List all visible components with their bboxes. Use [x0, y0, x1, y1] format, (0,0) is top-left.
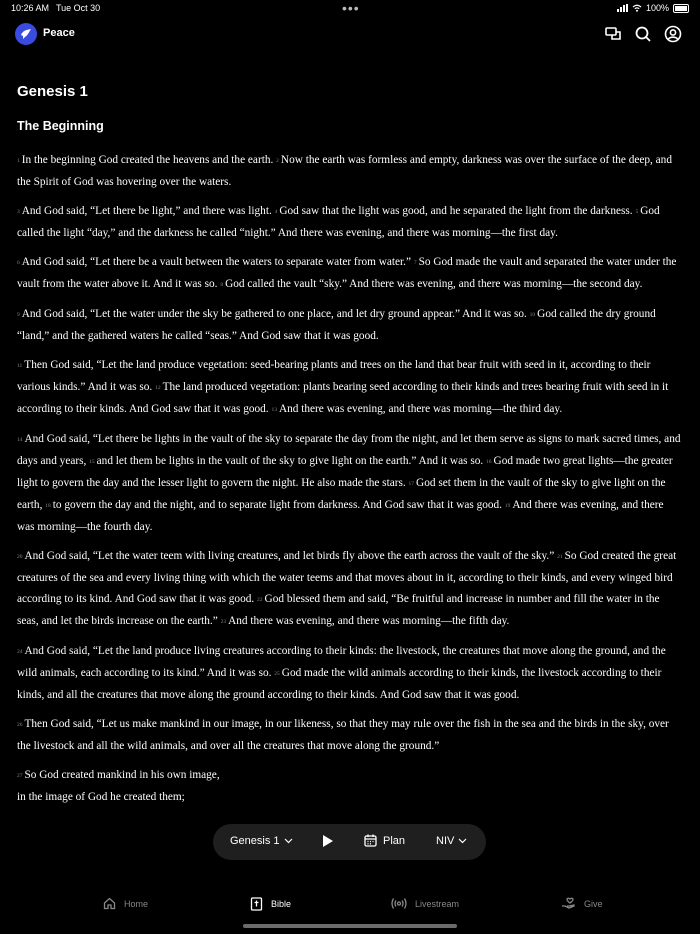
verse-paragraph	[17, 546, 683, 633]
chat-icon[interactable]	[604, 25, 622, 43]
book-chapter-selector[interactable]	[230, 835, 293, 847]
verse-text[interactable]: God blessed them and said, “Be fruitful and increase in number and fill the water in the seas, and let the birds increase on the earth.”	[17, 593, 660, 627]
tab-home[interactable]	[103, 897, 148, 910]
bible-content	[17, 76, 683, 808]
verse-number[interactable]: 4	[274, 209, 278, 215]
verse-number[interactable]: 12	[155, 385, 161, 391]
app-name: Peace	[43, 27, 75, 39]
tab-bible[interactable]	[250, 897, 291, 911]
version-label: NIV	[436, 835, 455, 847]
calendar-icon	[364, 834, 377, 847]
verse-number[interactable]: 27	[17, 773, 23, 779]
verse-number[interactable]: 3	[17, 209, 20, 215]
verse-text[interactable]: Then God said, “Let the land produce vegetation: seed-bearing plants and trees on the land that bear fruit with seed in it, according to their various kinds.” And it was so.	[17, 359, 651, 393]
verse-number[interactable]: 7	[413, 260, 417, 266]
plan-button[interactable]	[364, 834, 405, 847]
verse-text[interactable]: And God said, “Let the water teem with living creatures, and let birds fly above the earth across the vault of the sky.”	[24, 550, 555, 562]
verse-paragraph	[17, 252, 683, 296]
verse-number[interactable]: 10	[529, 312, 536, 318]
chevron-down-icon	[458, 838, 467, 844]
poem-line[interactable]: in the image of God he created them;	[17, 791, 185, 803]
status-date: Tue Oct 30	[56, 3, 101, 13]
verse-number[interactable]: 13	[271, 407, 277, 413]
verse-text[interactable]: And God said, “Let the land produce living creatures according to their kinds: the livestock, the creatures that move along the ground, and the wild animals, each according to its kind.” And it was so.	[17, 645, 666, 679]
livestream-icon	[391, 897, 407, 910]
verse-text[interactable]: Then God said, “Let us make mankind in our image, in our likeness, so that they may rule over the fish in the sea and the birds in the sky, over the livestock and all the wild animals, and over all the creatures that move along the ground.”	[17, 718, 669, 752]
verse-text[interactable]: God made the wild animals according to their kinds, the livestock according to their kinds, and all the creatures that move along the ground according to their kinds. And God saw that it was good.	[17, 667, 662, 701]
verse-paragraph	[17, 641, 683, 706]
tab-give[interactable]	[561, 897, 603, 911]
version-selector[interactable]	[436, 835, 467, 847]
verse-text[interactable]: And there was evening, and there was morning—the fourth day.	[17, 499, 664, 533]
verse-number[interactable]: 6	[17, 260, 20, 266]
tab-bar	[0, 897, 700, 919]
verse-number[interactable]: 25	[274, 671, 280, 677]
poem-paragraph	[17, 765, 683, 808]
verse-paragraph	[17, 201, 683, 244]
verse-number[interactable]: 8	[220, 282, 224, 288]
verse-text[interactable]: So God created the great creatures of the sea and every living thing with which the water teems and that moves about in it, according to their kinds, and every winged bird according to its kind. And God saw that it was good.	[17, 550, 677, 605]
verse-number[interactable]: 16	[486, 459, 492, 465]
book-chapter-label: Genesis 1	[230, 835, 280, 847]
verse-number[interactable]: 23	[220, 619, 227, 625]
home-icon	[103, 897, 116, 910]
verse-text[interactable]: and let them be lights in the vault of the sky to give light on the earth.” And it was so.	[96, 455, 484, 467]
verse-text[interactable]: And God said, “Let the water under the sky be gathered to one place, and let dry ground appear.” And it was so.	[21, 308, 527, 320]
tab-give-label: Give	[584, 899, 603, 909]
section-heading: The Beginning	[17, 119, 104, 133]
verse-paragraph	[17, 150, 683, 193]
verse-number[interactable]: 2	[276, 158, 279, 164]
verse-text[interactable]: And there was evening, and there was morning—the third day.	[278, 403, 563, 415]
verse-text[interactable]: And God said, “Let there be light,” and there was light.	[21, 205, 272, 217]
tab-livestream[interactable]	[391, 897, 459, 910]
verse-text[interactable]: And there was evening, and there was morning—the fifth day.	[228, 615, 510, 627]
verse-number[interactable]: 11	[17, 363, 23, 369]
status-bar	[0, 0, 700, 18]
verse-paragraph	[17, 304, 683, 347]
plan-label: Plan	[383, 834, 406, 847]
tab-bible-label: Bible	[271, 899, 292, 909]
poem-line[interactable]: So God created mankind in his own image,	[24, 769, 220, 781]
give-icon	[561, 897, 576, 911]
verse-text[interactable]: God called the vault “sky.” And there was evening, and there was morning—the second day.	[225, 278, 643, 290]
verse-number[interactable]: 19	[504, 503, 511, 509]
verse-number[interactable]: 24	[17, 649, 23, 655]
account-icon[interactable]	[664, 25, 682, 43]
battery-icon	[673, 4, 689, 13]
verse-text[interactable]: God set them in the vault of the sky to give light on the earth,	[17, 477, 666, 511]
verse-text[interactable]: In the beginning God created the heavens and the earth.	[21, 154, 274, 166]
verse-paragraph	[17, 355, 683, 421]
verse-paragraphs	[17, 150, 683, 757]
verse-number[interactable]: 14	[17, 437, 23, 443]
verse-number[interactable]: 20	[17, 554, 23, 560]
cellular-signal-icon	[617, 4, 628, 12]
home-indicator[interactable]	[243, 924, 457, 928]
app-logo-dove-icon[interactable]	[15, 23, 37, 45]
bible-icon	[250, 897, 263, 911]
verse-paragraph	[17, 714, 683, 757]
app-header	[0, 22, 700, 48]
play-button[interactable]	[322, 834, 334, 851]
chapter-player-bar	[213, 824, 486, 860]
verse-text[interactable]: God called the light “day,” and the darkness he called “night.” And there was evening, and there was morning—the first day.	[17, 205, 660, 239]
verse-number[interactable]: 26	[17, 722, 23, 728]
multitasking-dots-icon[interactable]: •••	[342, 0, 360, 16]
verse-number[interactable]: 5	[635, 209, 639, 215]
chevron-down-icon	[284, 838, 293, 844]
verse-text[interactable]: And God said, “Let there be a vault between the waters to separate water from water.”	[21, 256, 412, 268]
verse-number[interactable]: 1	[17, 158, 20, 164]
verse-number[interactable]: 17	[408, 481, 415, 487]
tab-livestream-label: Livestream	[415, 898, 460, 909]
search-icon[interactable]	[634, 25, 652, 43]
verse-text[interactable]: And God said, “Let there be lights in the vault of the sky to separate the day from the night, and let them serve as signs to mark sacred times, and days and years,	[17, 433, 681, 467]
verse-text[interactable]: Now the earth was formless and empty, darkness was over the surface of the deep, and the Spirit of God was hovering over the waters.	[17, 154, 672, 188]
play-icon	[322, 834, 334, 848]
verse-number[interactable]: 21	[557, 554, 563, 560]
verse-text[interactable]: to govern the day and the night, and to separate light from darkness. And God saw that it was good.	[52, 499, 503, 511]
verse-paragraph	[17, 429, 683, 538]
verse-number[interactable]: 18	[45, 503, 51, 509]
status-time: 10:26 AM	[11, 3, 50, 13]
verse-text[interactable]: God called the dry ground “land,” and the gathered waters he called “seas.” And God saw that it was good.	[17, 308, 656, 342]
tab-home-label: Home	[124, 898, 149, 909]
verse-text[interactable]: God made two great lights—the greater light to govern the day and the lesser light to govern the night. He also made the stars.	[17, 455, 673, 489]
verse-number[interactable]: 15	[89, 459, 95, 465]
verse-text[interactable]: So God made the vault and separated the water under the vault from the water above it. And it was so.	[17, 256, 677, 290]
verse-text[interactable]: The land produced vegetation: plants bearing seed according to their kinds and trees bearing fruit with seed in it according to their kinds. And God saw that it was good.	[17, 381, 669, 415]
chapter-title: Genesis 1	[17, 83, 88, 100]
battery-percent: 100%	[645, 3, 669, 13]
wifi-icon	[632, 4, 642, 12]
verse-number[interactable]: 9	[17, 312, 20, 318]
verse-number[interactable]: 22	[257, 597, 263, 603]
verse-text[interactable]: God saw that the light was good, and he separated the light from the darkness.	[279, 205, 633, 217]
